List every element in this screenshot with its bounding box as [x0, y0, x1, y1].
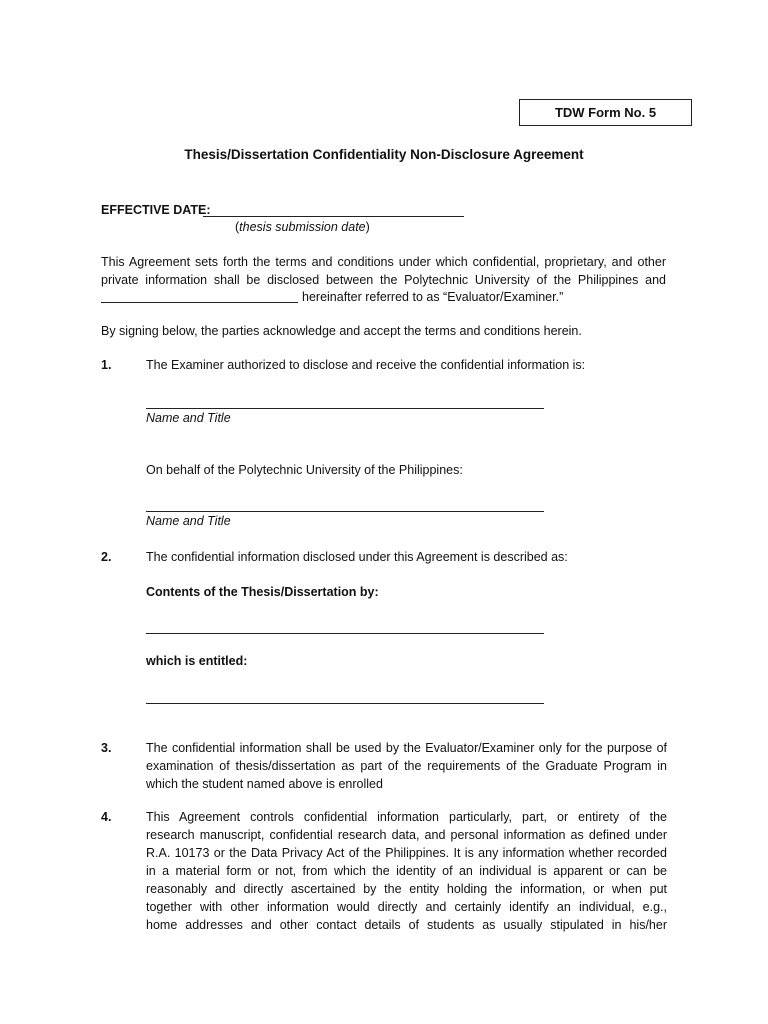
- item-4-line-4: in a material form or not, from which the identity of an individual is apparent or can be: [146, 864, 667, 878]
- item-3-line-2: examination of thesis/dissertation as part of the requirements of the Graduate Program in: [146, 759, 667, 773]
- item-3-line-3: which the student named above is enrolled: [146, 777, 383, 791]
- item-1-number: 1.: [101, 358, 112, 372]
- effective-date-label: EFFECTIVE DATE:: [101, 203, 211, 217]
- item-4-line-7: home addresses and other contact details of students as usually stipulated in his/her: [146, 918, 667, 932]
- item-2-number: 2.: [101, 550, 112, 564]
- entitled-label: which is entitled:: [146, 654, 248, 668]
- student-name-line[interactable]: [146, 633, 544, 634]
- on-behalf-text: On behalf of the Polytechnic University of the Philippines:: [146, 463, 463, 477]
- item-4-line-3: R.A. 10173 or the Data Privacy Act of the Philippines. It is any information whether recorded: [146, 846, 667, 860]
- name-title-label-2: Name and Title: [146, 514, 231, 528]
- intro-line-3: hereinafter referred to as “Evaluator/Examiner.”: [302, 290, 564, 304]
- university-signature-line[interactable]: [146, 511, 544, 512]
- item-4-line-2: research manuscript, confidential research data, and personal information as defined under: [146, 828, 667, 842]
- contents-label: Contents of the Thesis/Dissertation by:: [146, 585, 379, 599]
- item-3-line-1: The confidential information shall be used by the Evaluator/Examiner only for the purpose of: [146, 741, 667, 755]
- intro-line-1: This Agreement sets forth the terms and conditions under which confidential, proprietary, and other: [101, 255, 666, 269]
- form-number-box: [519, 99, 692, 126]
- intro-line-2: private information shall be disclosed between the Polytechnic University of the Philippines and: [101, 273, 666, 287]
- effective-date-line[interactable]: [203, 216, 464, 217]
- evaluator-name-line[interactable]: [101, 302, 298, 303]
- item-1-text: The Examiner authorized to disclose and receive the confidential information is:: [146, 358, 586, 372]
- item-4-line-6: together with other information would directly and certainly identify an individual, e.g.,: [146, 900, 667, 914]
- item-2-text: The confidential information disclosed under this Agreement is described as:: [146, 550, 568, 564]
- thesis-title-line[interactable]: [146, 703, 544, 704]
- item-3-number: 3.: [101, 741, 112, 755]
- name-title-label-1: Name and Title: [146, 411, 231, 425]
- item-4-number: 4.: [101, 810, 112, 824]
- examiner-signature-line[interactable]: [146, 408, 544, 409]
- form-number-label: TDW Form No. 5: [554, 105, 657, 120]
- effective-date-hint: (thesis submission date): [235, 220, 370, 234]
- item-4-line-5: reasonably and directly ascertained by the entity holding the information, or when put: [146, 882, 667, 896]
- document-title: Thesis/Dissertation Confidentiality Non-Disclosure Agreement: [184, 147, 584, 162]
- acknowledge-text: By signing below, the parties acknowledge and accept the terms and conditions herein.: [101, 324, 582, 338]
- item-4-line-1: This Agreement controls confidential information particularly, part, or entirety of the: [146, 810, 667, 824]
